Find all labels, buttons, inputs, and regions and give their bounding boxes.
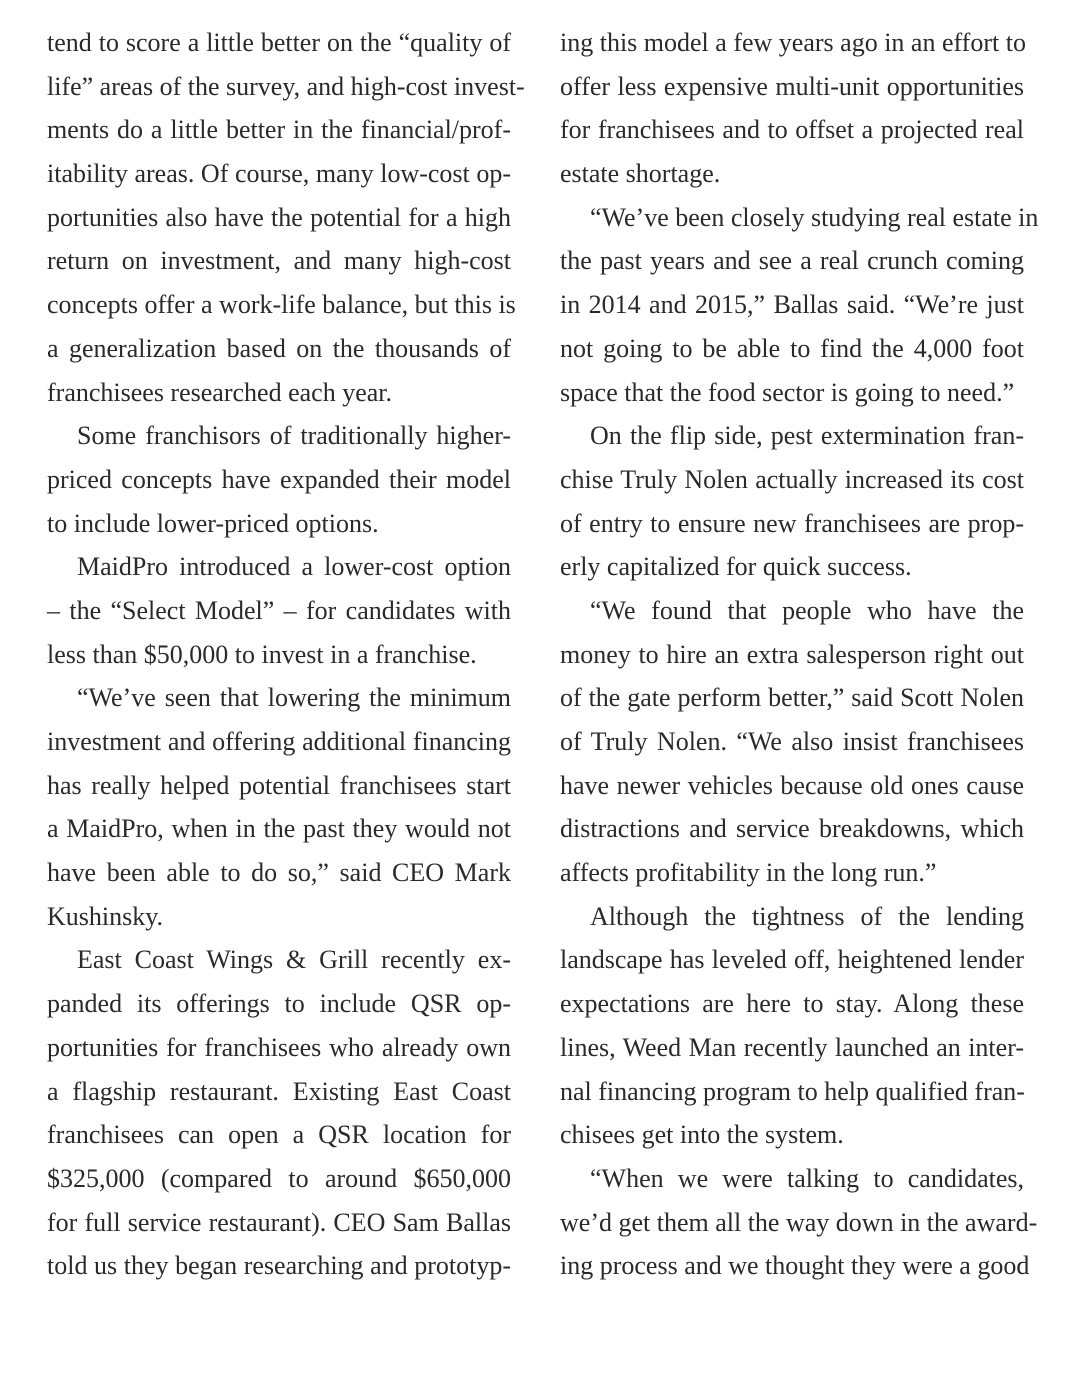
paragraph [560,589,1024,895]
paragraph [47,676,511,938]
text-line: not going to be able to find the 4,000 foot [560,333,1024,363]
text-line: concepts offer a work-life balance, but this is [47,290,516,320]
text-line: Some franchisors of traditionally higher- [77,421,511,451]
text-line: ing process and we thought they were a good [560,1251,1030,1281]
paragraph [560,414,1024,589]
text-line: in 2014 and 2015,” Ballas said. “We’re just [560,290,1024,320]
text-line: priced concepts have expanded their model [47,464,511,494]
text-line: space that the food sector is going to need.” [560,377,1015,407]
text-line: nal financing program to help qualified fran- [560,1076,1025,1106]
text-line: portunities for franchisees who already own [47,1032,511,1062]
text-line: of the gate perform better,” said Scott Nolen [560,683,1024,713]
column-left [47,21,525,1288]
text-line: landscape has leveled off, heightened lender [560,945,1024,975]
text-line: MaidPro introduced a lower-cost option [77,552,511,582]
text-line: erly capitalized for quick success. [560,552,912,582]
text-line: affects profitability in the long run.” [560,858,937,888]
text-line: ments do a little better in the financial/prof- [47,115,511,145]
paragraph [560,895,1024,1157]
text-line: On the flip side, pest extermination fran- [590,421,1024,451]
text-line: “We’ve seen that lowering the minimum [77,683,511,713]
text-line: has really helped potential franchisees start [47,770,511,800]
paragraph [560,196,1039,414]
text-line: expectations are here to stay. Along these [560,989,1024,1019]
text-line: of entry to ensure new franchisees are prop- [560,508,1024,538]
text-line: for full service restaurant). CEO Sam Ballas [47,1207,511,1237]
text-line: “We’ve been closely studying real estate in [590,202,1039,232]
text-line: itability areas. Of course, many low-cost op- [47,159,511,189]
text-line: return on investment, and many high-cost [47,246,511,276]
paragraph [47,21,525,414]
text-line: chisees get into the system. [560,1120,844,1150]
text-line: have been able to do so,” said CEO Mark [47,858,511,888]
text-line: estate shortage. [560,159,721,189]
text-line: portunities also have the potential for a high [47,202,511,232]
paragraph [560,21,1024,196]
text-line: East Coast Wings & Grill recently ex- [77,945,511,975]
text-line: the past years and see a real crunch coming [560,246,1024,276]
column-right [560,21,1039,1288]
text-line: ing this model a few years ago in an effort to [560,28,1026,57]
text-line: less than $50,000 to invest in a franchise. [47,639,477,669]
paragraph [47,545,511,676]
text-line: Although the tightness of the lending [590,901,1024,931]
text-line: lines, Weed Man recently launched an inter- [560,1032,1024,1062]
text-line: we’d get them all the way down in the award- [560,1207,1038,1237]
text-line: have newer vehicles because old ones cause [560,770,1024,800]
text-line: franchisees can open a QSR location for [47,1120,511,1150]
text-line: to include lower-priced options. [47,508,379,538]
text-line: life” areas of the survey, and high-cost invest- [47,71,525,101]
text-line: a generalization based on the thousands of [47,333,511,363]
text-line: franchisees researched each year. [47,377,392,407]
text-line: “We found that people who have the [590,595,1024,625]
text-line: – the “Select Model” – for candidates with [47,595,511,625]
text-line: tend to score a little better on the “quality of [47,28,511,57]
paragraph [47,414,511,545]
text-line: “When we were talking to candidates, [590,1163,1024,1193]
text-line: of Truly Nolen. “We also insist franchisees [560,727,1024,756]
text-line: chise Truly Nolen actually increased its cost [560,464,1024,494]
text-line: a flagship restaurant. Existing East Coast [47,1076,511,1106]
text-line: offer less expensive multi-unit opportunities [560,71,1024,101]
text-line: distractions and service breakdowns, which [560,814,1024,844]
paragraph [560,1157,1038,1288]
text-line: $325,000 (compared to around $650,000 [47,1163,511,1193]
text-line: for franchisees and to offset a projected real [560,115,1024,145]
text-line: told us they began researching and prototyp- [47,1251,511,1281]
text-line: investment and offering additional financing [47,727,511,756]
text-line: Kushinsky. [47,901,164,931]
paragraph [47,938,511,1288]
text-line: a MaidPro, when in the past they would not [47,814,511,844]
text-line: money to hire an extra salesperson right out [560,639,1024,669]
text-line: panded its offerings to include QSR op- [47,989,511,1019]
